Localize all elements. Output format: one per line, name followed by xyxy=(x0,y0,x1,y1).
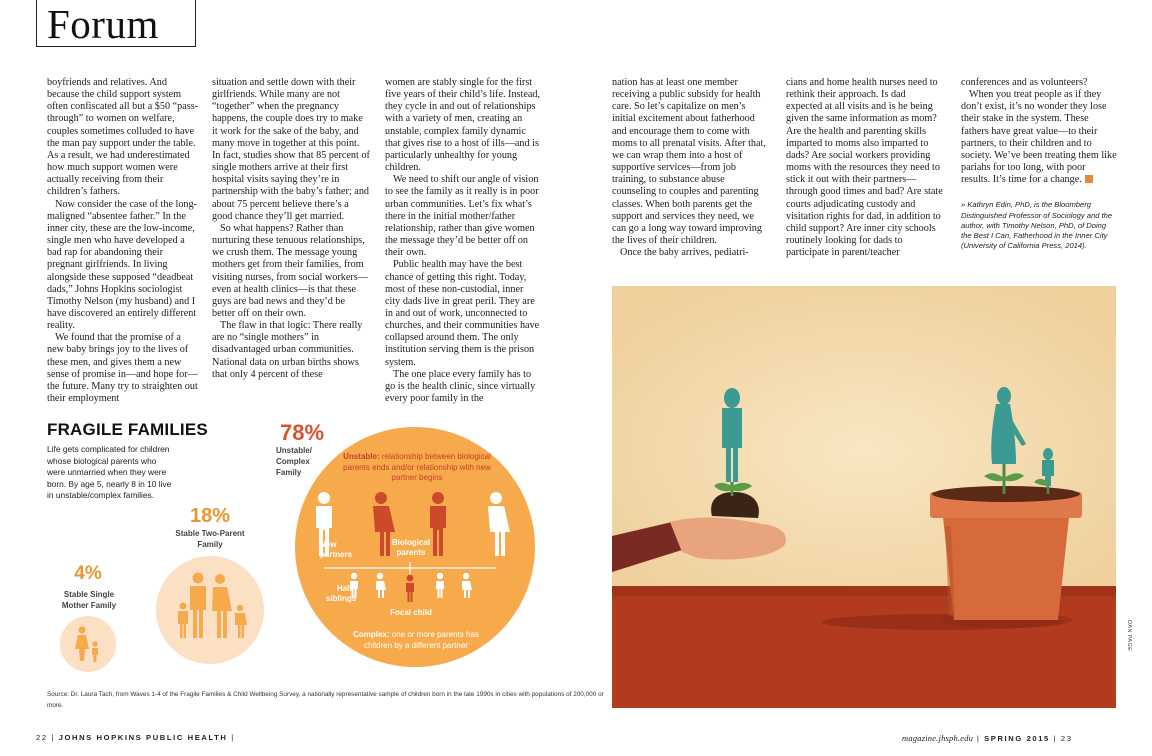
infographic-description: Life gets complicated for children whose biological parents who were unmarried when they were born. By age 5, nearly 8 in 10 live in unstable/complex families. xyxy=(47,444,172,501)
article-column-6 xyxy=(961,77,1117,251)
complex-text: one or more parents has children by a different partner xyxy=(364,630,479,650)
unstable-lead: Unstable: xyxy=(343,452,380,461)
footer-left: 22 | JOHNS HOPKINS PUBLIC HEALTH | xyxy=(36,733,235,742)
publication-name: JOHNS HOPKINS PUBLIC HEALTH xyxy=(58,733,228,742)
article-column-5 xyxy=(786,77,944,259)
paragraph: So what happens? Rather than nurturing these tenuous relationships, we crush them. The message young mothers get from their families, from visiting nurses, from social workers—even at health clinics—is that these guys are bad news and they’d be better off on their own. xyxy=(212,222,368,319)
paragraph: Once the baby arrives, pediatri- xyxy=(620,247,749,259)
article-column-4 xyxy=(612,77,770,259)
unstable-definition xyxy=(332,452,502,484)
unstable-text: relationship between biological parents ends and/or relationship with new partner begins xyxy=(343,452,491,482)
section-header-box xyxy=(36,0,196,47)
infographic-title: FRAGILE FAMILIES xyxy=(47,420,208,439)
page-number-left: 22 xyxy=(36,733,48,742)
half-siblings-label: Half siblings xyxy=(326,584,357,603)
paragraph: conferences and as volunteers? xyxy=(961,77,1088,88)
two-parent-family-icon xyxy=(168,570,252,646)
complex-definition xyxy=(350,630,482,651)
unstable-percent: 78% xyxy=(280,420,325,445)
paragraph: We need to shift our angle of vision to see the family as it really is in poor urban communities. Let’s fix what’s there in the initial mother/father relationship, rather than give women the message they’d be better off on their own. xyxy=(385,174,539,259)
new-partners-label: New partners xyxy=(320,540,353,559)
biological-parents-label: Biological parents xyxy=(391,538,431,557)
article-column-2 xyxy=(212,77,370,381)
stable-single-percent: 4% xyxy=(74,563,102,584)
complex-lead: Complex: xyxy=(353,630,390,639)
paragraph: When you treat people as if they don’t exist, it’s no wonder they lose their stake in the system. These fathers have great value—to their partners, to their children and to society. We’ve been treating them like pariahs for too long, with poor results. It’s time for a change. xyxy=(961,89,1117,186)
paragraph: Now consider the case of the long-maligned “absentee father.” In the inner city, these are the low-income, single men who have developed a bad rap for abandoning their pregnant girlfriends. In living alongside these supposed “deadbeat dads,” Johns Hopkins sociologist Timothy Nelson (my husband) and I have discovered an entirely different reality. xyxy=(47,198,198,332)
illustration xyxy=(612,286,1116,708)
stable-two-label: Stable Two-Parent Family xyxy=(175,529,245,549)
paragraph: The one place every family has to go is the health clinic, since virtually every poor family in the xyxy=(385,368,536,405)
unstable-label: Unstable/ Complex Family xyxy=(276,446,313,477)
issue-label: SPRING 2015 xyxy=(984,734,1050,743)
illustration-credit-right: DAN PAGE xyxy=(1126,620,1132,652)
paragraph: boyfriends and relatives. And because the child support system often confiscated all but a $50 “pass-through” to women on welfare, couples sometimes colluded to have the man pay support under the table. As a result, we had underestimated how much support women were actually receiving from their children’s fathers. xyxy=(47,77,199,198)
footer-right: magazine.jhsph.edu | SPRING 2015 | 23 xyxy=(902,733,1073,743)
paragraph: women are stably single for the first five years of their child’s life. Instead, they cycle in and out of relationships with a variety of men, creating an unstable, complex family dynamic that gives rise to a host of ills—and is particularly unhealthy for young children. xyxy=(385,77,541,174)
paragraph: nation has at least one member receiving a public subsidy for health care. So let’s capitalize on men’s initial excitement about fatherhood and encourage them to come with moms to all prenatal visits. After that, we can wrap them into a host of supportive services—from job training, to substance abuse counseling to couples and parenting classes. When both parents get the support and services they need, we can go a long way toward improving the lives of their children. xyxy=(612,77,766,247)
flower-pot xyxy=(942,508,1070,620)
single-mother-icon xyxy=(68,624,108,664)
article-column-3 xyxy=(385,77,541,405)
stable-two-percent: 18% xyxy=(189,505,231,527)
paragraph: Public health may have the best chance of getting this right. Today, most of these non-custodial, inner city dads live in great peril. They are in and out of work, unconnected to churches, and their communities have collapsed around them. The only institution serving them is the prison system. xyxy=(385,259,540,368)
end-mark-icon xyxy=(1085,175,1093,183)
paragraph: situation and settle down with their girlfriends. While many are not “together” when the pregnancy happens, the couple does try to make it work for the sake of the baby, and many move in together at this point. In fact, studies show that 85 percent of single mothers arrive at their first hospital visits saying they’re in partnership with the baby’s father; and about 75 percent believe there’s a good chance they’ll get married. xyxy=(212,77,370,222)
section-title: Forum xyxy=(47,1,159,47)
paragraph: cians and home health nurses need to rethink their approach. Is dad expected at all visits and is he being given the same information as mom? Are the health and parenting skills imparted to moms also imparted to dads? Are social workers providing moms with the resources they need to stick it out with their partners—through good times and bad? Are state courts adjudicating custody and visitation rights for dad, in addition to child support? Are inner city schools routinely looking for dads to participate in parent/teacher xyxy=(786,77,943,259)
magazine-url: magazine.jhsph.edu xyxy=(902,733,974,743)
paragraph: The flaw in that logic: There really are no “single mothers” in disadvantaged urban communities. National data on urban births shows that only 4 percent of these xyxy=(212,320,363,380)
focal-child-label: Focal child xyxy=(390,608,432,617)
infographic-source: Source: Dr. Laura Tach, from Waves 1-4 of the Fragile Families & Child Wellbeing Survey, a nationally representative sample of children born in the late 1990s in cities with populations of 200,000 or more. xyxy=(47,691,604,709)
article-column-1 xyxy=(47,77,200,405)
page-number-right: 23 xyxy=(1060,734,1073,743)
author-bio: » Kathryn Edin, PhD, is the Bloomberg Distinguished Professor of Sociology and the author, with Timothy Nelson, PhD, of Doing the Best I Can, Fatherhood in the Inner City (University of California Press, 2014). xyxy=(961,200,1113,251)
stable-single-label: Stable Single Mother Family xyxy=(61,590,117,610)
paragraph: We found that the promise of a new baby brings joy to the lives of these men, and gives them a new sense of promise in—and hope for—the future. Many try to straighten out their employment xyxy=(47,332,198,405)
